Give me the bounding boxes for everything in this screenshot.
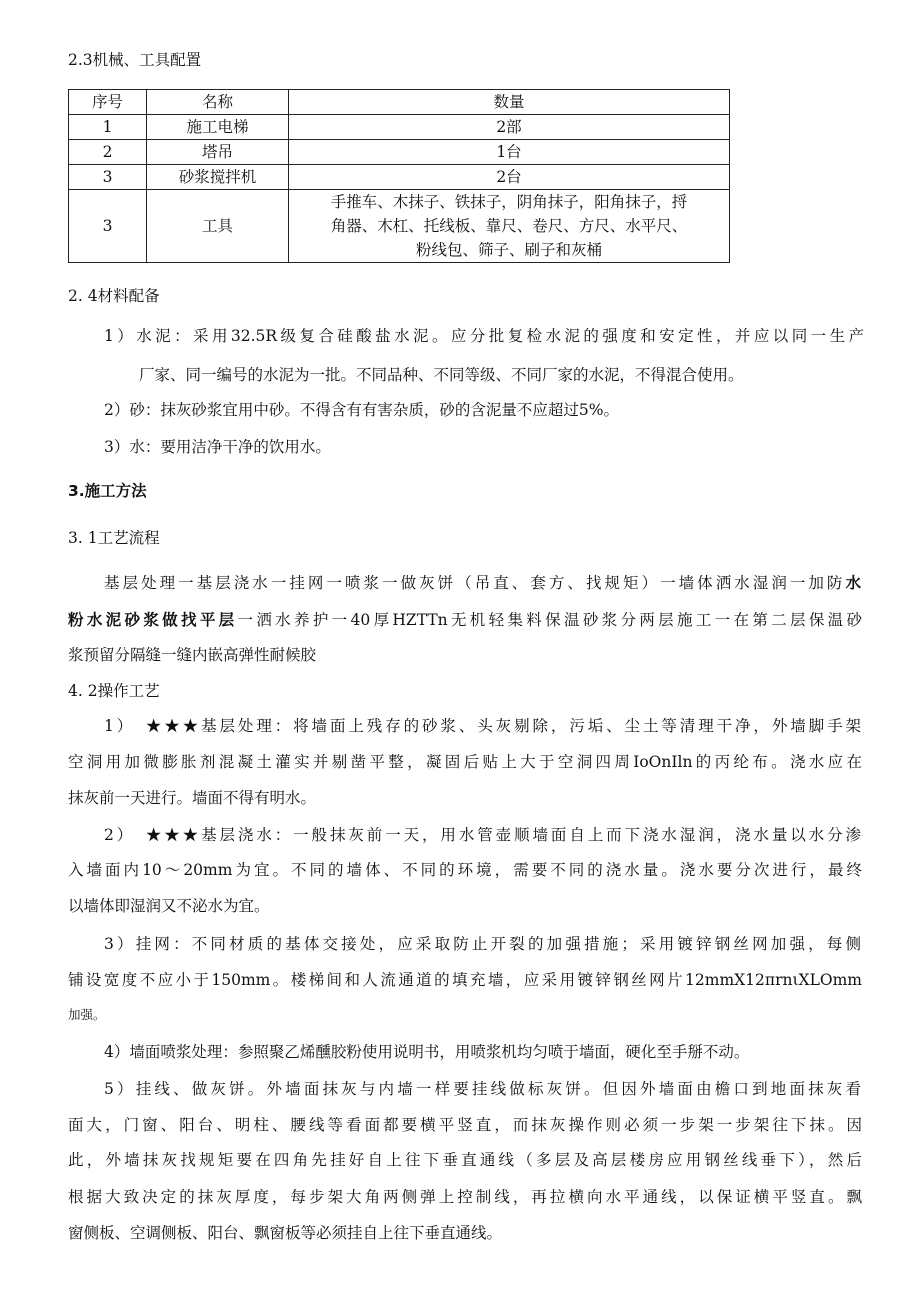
flow-bold-text: 水 <box>845 574 861 592</box>
tools-line: 粉线包、筛子、刷子和灰桶 <box>415 241 602 259</box>
step-1-line3: 抹灰前一天进行。墙面不得有明水。 <box>68 789 317 807</box>
material-item-1-line2: 厂家、同一编号的水泥为一批。不同品种、不同等级、不同厂家的水泥，不得混合使用。 <box>139 366 744 384</box>
table-cell: 2部 <box>289 115 730 140</box>
step-4-line1: 4）墙面喷浆处理：参照聚乙烯醺胶粉使用说明书，用喷浆机均匀喷于墙面，硬化至手掰不动。 <box>104 1043 750 1061</box>
flow-text: 基层处理一基层浇水一挂网一喷浆一做灰饼（吊直、套方、找规矩）一墙体洒水湿润一加防 <box>104 574 846 592</box>
step-5-line2: 面大，门窗、阳台、明柱、腰线等看面都要横平竖直，而抹灰操作则必须一步架一步架往下抹。因 <box>68 1116 862 1134</box>
table-cell: 1 <box>69 115 147 140</box>
table-cell: 1台 <box>289 140 730 165</box>
tools-line: 手推车、木抹子、铁抹子，阴角抹子，阳角抹子，捋 <box>330 193 688 211</box>
section-2-3-heading: 2.3机械、工具配置 <box>68 51 202 69</box>
table-cell: 3 <box>69 165 147 190</box>
step-2-line2: 入墙面内10～20mm为宜。不同的墙体、不同的环境，需要不同的浇水量。浇水要分次进行，最终 <box>68 861 862 879</box>
table-cell-tools <box>289 190 730 263</box>
table-cell: 施工电梯 <box>147 115 289 140</box>
process-flow-line2 <box>68 609 862 631</box>
process-flow-line3: 浆预留分隔缝一缝内嵌高弹性耐候胶 <box>68 646 317 664</box>
step-2-line3: 以墙体即湿润又不泌水为宜。 <box>68 897 270 915</box>
table-cell: 砂浆搅拌机 <box>147 165 289 190</box>
material-item-3: 3）水：要用洁净干净的饮用水。 <box>104 438 331 456</box>
step-5-line1: 5）挂线、做灰饼。外墙面抹灰与内墙一样要挂线做标灰饼。但因外墙面由檐口到地面抹灰看 <box>104 1080 861 1098</box>
step-2-line1: 2） ★★★基层浇水：一般抹灰前一天，用水管壶顺墙面自上而下浇水湿润，浇水量以水分渗 <box>104 826 861 844</box>
section-4-2-heading: 4. 2操作工艺 <box>68 682 160 700</box>
table-cell: 塔吊 <box>147 140 289 165</box>
header-cell: 序号 <box>69 90 147 115</box>
table-header-row <box>69 90 730 115</box>
table-cell: 2台 <box>289 165 730 190</box>
table-cell: 2 <box>69 140 147 165</box>
equipment-table <box>68 89 730 263</box>
step-3-line3: 加强。 <box>68 1007 106 1022</box>
step-5-line4: 根据大致决定的抹灰厚度，每步架大角两侧弹上控制线，再拉横向水平通线，以保证横平竖直。飘 <box>68 1188 862 1206</box>
step-5-line5: 窗侧板、空调侧板、阳台、飘窗板等必须挂自上往下垂直通线。 <box>68 1224 503 1242</box>
step-3-line1: 3）挂网：不同材质的基体交接处，应采取防止开裂的加强措施；采用镀锌钢丝网加强，每侧 <box>104 935 861 953</box>
table-cell: 工具 <box>147 190 289 263</box>
header-cell: 数量 <box>289 90 730 115</box>
material-item-2: 2）砂：抹灰砂浆宜用中砂。不得含有有害杂质，砂的含泥量不应超过5%。 <box>104 401 619 419</box>
table-row <box>69 165 730 190</box>
section-2-4-heading: 2. 4材料配备 <box>68 287 160 305</box>
tools-line: 角器、木杠、托线板、靠尺、卷尺、方尺、水平尺、 <box>330 217 688 235</box>
material-item-1-line1: 1）水泥：采用32.5R级复合硅酸盐水泥。应分批复检水泥的强度和安定性，并应以同一生产 <box>104 327 864 345</box>
section-3-1-heading: 3. 1工艺流程 <box>68 529 160 547</box>
table-row <box>69 190 730 263</box>
step-1-line1: 1） ★★★基层处理：将墙面上残存的砂浆、头灰剔除，污垢、尘土等清理干净，外墙脚手架 <box>104 717 861 735</box>
section-3-heading: 3.施工方法 <box>68 482 147 500</box>
table-cell: 3 <box>69 190 147 263</box>
process-flow-line1 <box>104 572 861 594</box>
step-5-line3: 此，外墙抹灰找规矩要在四角先挂好自上往下垂直通线（多层及高层楼房应用钢丝线垂下），然后 <box>68 1151 862 1169</box>
table-row <box>69 115 730 140</box>
table-row <box>69 140 730 165</box>
header-cell: 名称 <box>147 90 289 115</box>
flow-text: 一洒水养护一40厚HZTTn无机轻集料保温砂浆分两层施工一在第二层保温砂 <box>237 611 862 629</box>
flow-bold-text: 粉水泥砂浆做找平层 <box>68 611 238 629</box>
step-1-line2: 空洞用加微膨胀剂混凝土灌实并剔凿平整，凝固后贴上大于空洞四周IoOnIln的丙纶布。浇水应在 <box>68 753 862 771</box>
step-3-line2: 铺设宽度不应小于150mm。楼梯间和人流通道的填充墙，应采用镀锌钢丝网片12mmX12πrnιXLOmm <box>68 971 862 989</box>
